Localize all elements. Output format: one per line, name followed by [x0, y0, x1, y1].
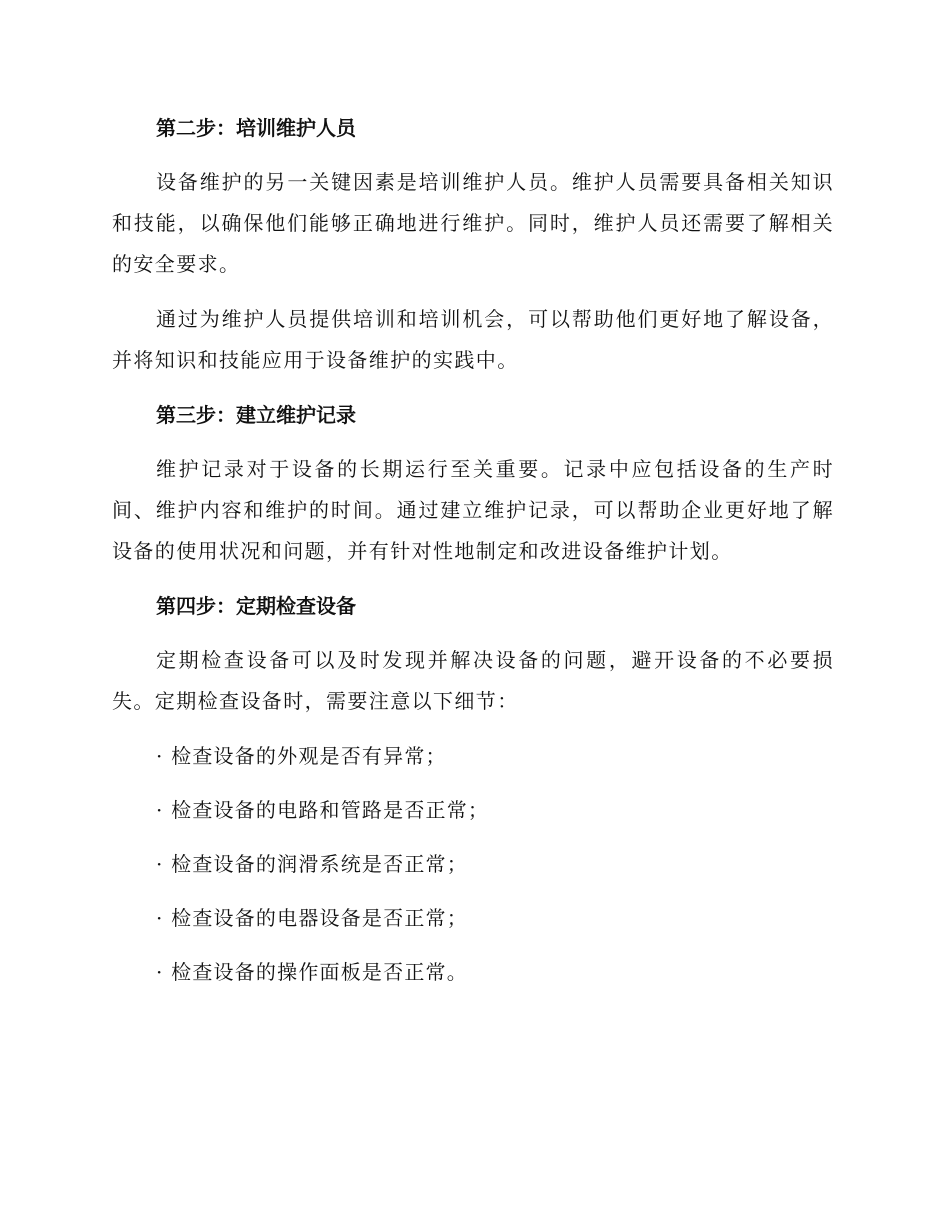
paragraph: 维护记录对于设备的长期运行至关重要。记录中应包括设备的生产时间、维护内容和维护的时间。通过建立维护记录，可以帮助企业更好地了解设备的使用状况和问题，并有针对性地制定和改进设备维护计划。: [112, 457, 834, 563]
paragraph: 设备维护的另一关键因素是培训维护人员。维护人员需要具备相关知识和技能，以确保他们能够正确地进行维护。同时，维护人员还需要了解相关的安全要求。: [112, 170, 834, 276]
section-heading-step3: 第三步：建立维护记录: [156, 403, 356, 427]
list-item: · 检查设备的电器设备是否正常；: [156, 906, 468, 930]
list-item: · 检查设备的电路和管路是否正常；: [156, 798, 490, 822]
paragraph: 通过为维护人员提供培训和培训机会，可以帮助他们更好地了解设备，并将知识和技能应用于设备维护的实践中。: [112, 307, 834, 372]
list-item: · 检查设备的外观是否有异常；: [156, 744, 447, 768]
section-heading-step4: 第四步：定期检查设备: [156, 594, 356, 618]
section-heading-step2: 第二步：培训维护人员: [156, 116, 356, 140]
list-item: · 检查设备的操作面板是否正常。: [156, 960, 468, 984]
list-item: · 检查设备的润滑系统是否正常；: [156, 852, 468, 876]
document-body: [112, 108, 834, 1006]
paragraph: 定期检查设备可以及时发现并解决设备的问题，避开设备的不必要损失。定期检查设备时，需要注意以下细节：: [112, 648, 834, 713]
